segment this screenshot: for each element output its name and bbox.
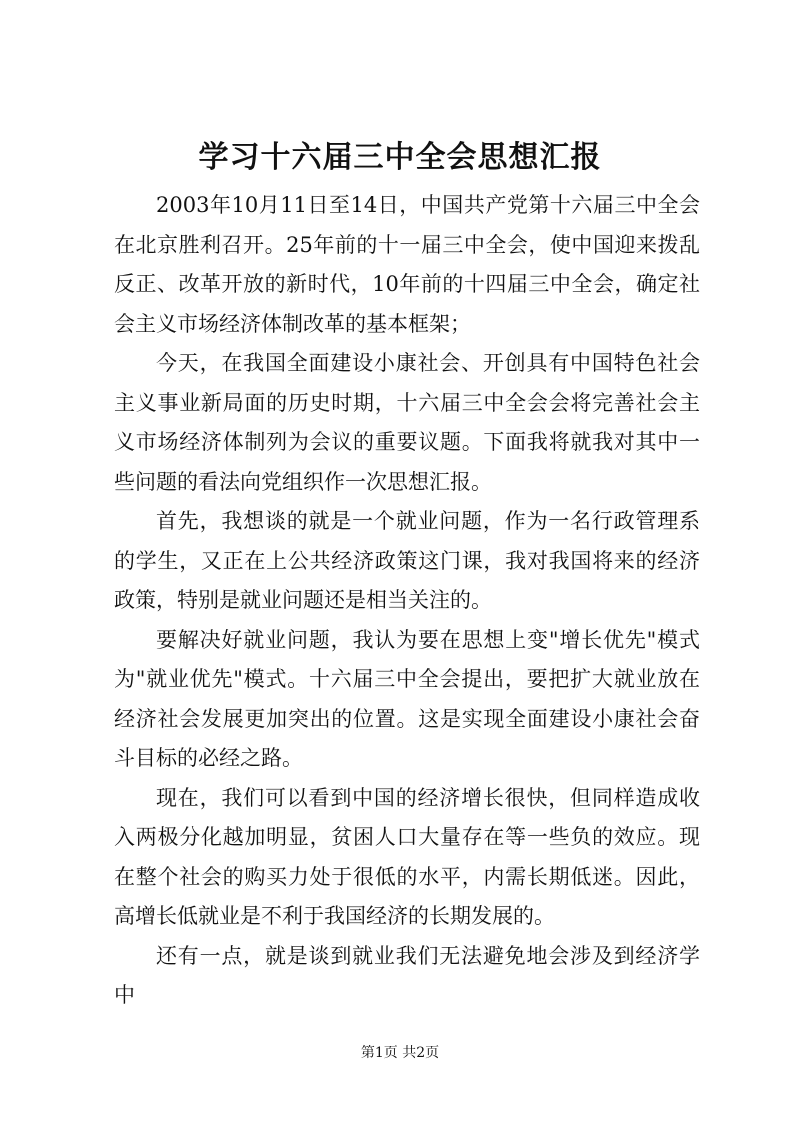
document-body <box>114 186 700 1016</box>
page-footer: 第1页 共2页 <box>360 1045 440 1061</box>
paragraph-2: 今天，在我国全面建设小康社会、开创具有中国特色社会主义事业新局面的历史时期，十六届三中全会会将完善社会主义市场经济体制列为会议的重要议题。下面我将就我对其中一些问题的看法向党组织作一次思想汇报。 <box>114 351 700 494</box>
paragraph-3: 首先，我想谈的就是一个就业问题，作为一名行政管理系的学生，又正在上公共经济政策这门课，我对我国将来的经济政策，特别是就业问题还是相当关注的。 <box>114 509 700 612</box>
paragraph-6: 还有一点，就是谈到就业我们无法避免地会涉及到经济学中 <box>114 943 700 1007</box>
document-title: 学习十六届三中全会思想汇报 <box>198 140 602 175</box>
paragraph-5: 现在，我们可以看到中国的经济增长很快，但同样造成收入两极分化越加明显，贫困人口大量存在等一些负的效应。现在整个社会的购买力处于很低的水平，内需长期低迷。因此，高增长低就业是不利于我国经济的长期发展的。 <box>114 785 700 928</box>
paragraph-4: 要解决好就业问题，我认为要在思想上变"增长优先"模式为"就业优先"模式。十六届三中全会提出，要把扩大就业放在经济社会发展更加突出的位置。这是实现全面建设小康社会奋斗目标的必经之路。 <box>114 627 700 770</box>
paragraph-1: 2003年10月11日至14日，中国共产党第十六届三中全会在北京胜利召开。25年前的十一届三中全会，使中国迎来拨乱反正、改革开放的新时代，10年前的十四届三中全会，确定社会主义市场经济体制改革的基本框架； <box>114 193 700 336</box>
